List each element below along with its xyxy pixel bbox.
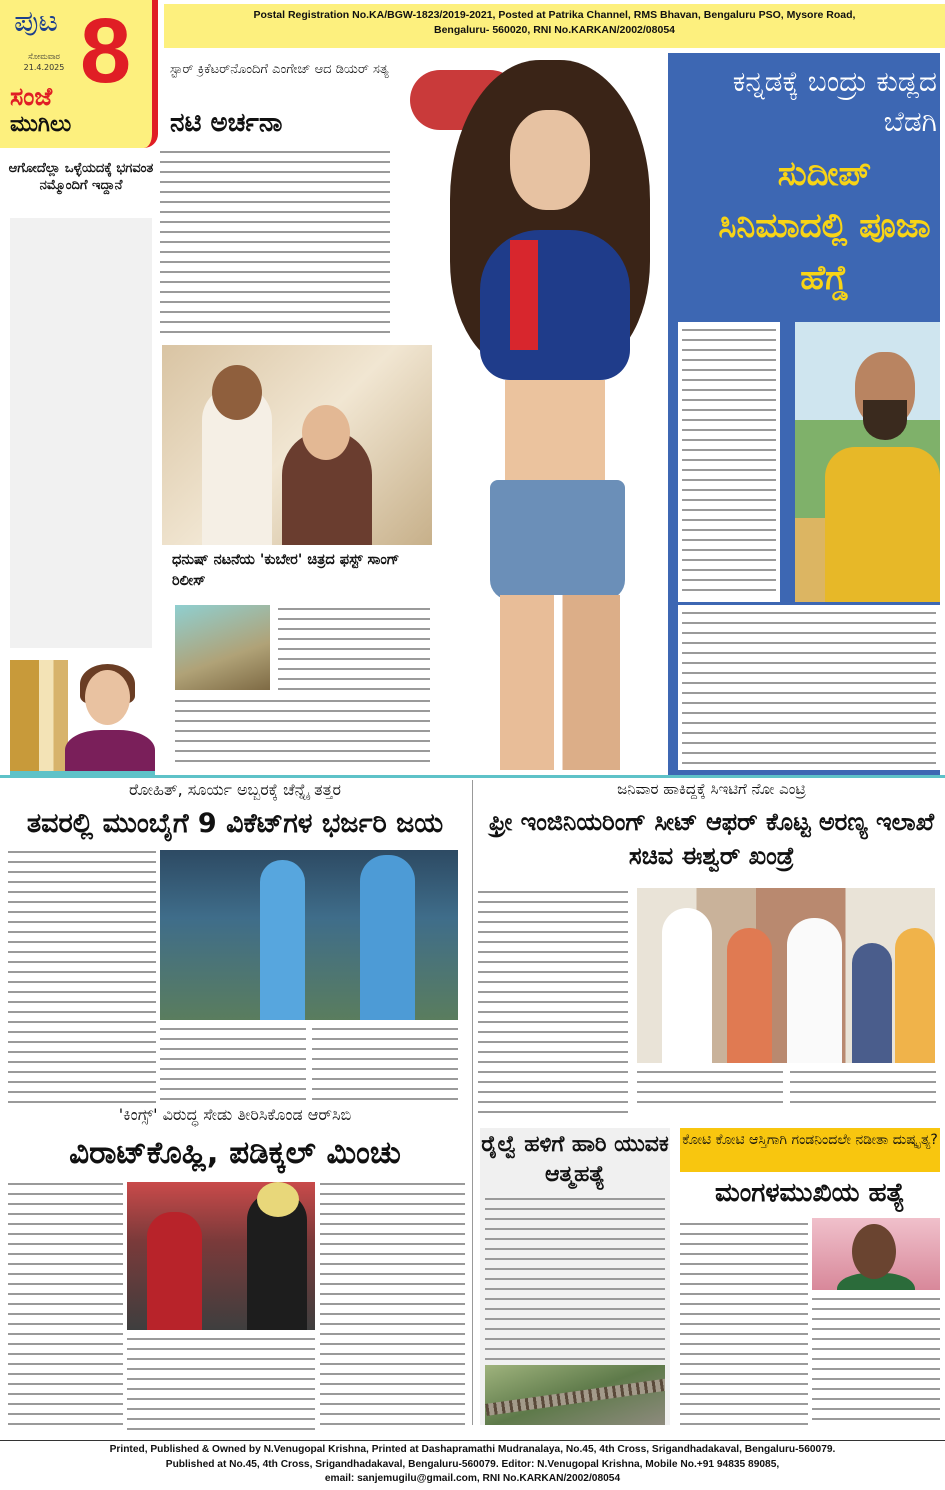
archana-body-text	[160, 148, 390, 338]
footer-divider	[0, 1440, 945, 1441]
mangalamukhi-kicker: ಕೋಟಿ ಕೋಟಿ ಆಸ್ತಿಗಾಗಿ ಗಂಡನಿಂದಲೇ ನಡೀತಾ ದುಷ್ಕೃತ್ಯ?	[682, 1132, 938, 1148]
rcb-kicker: 'ಕಿಂಗ್ಸ್' ವಿರುದ್ಧ ಸೇಡು ತೀರಿಸಿಕೊಂಡ ಆರ್‌ಸಿಬಿ	[118, 1105, 352, 1124]
mangalamukhi-body-text-2	[812, 1295, 940, 1425]
footer-line-2: Published at No.45, 4th Cross, Srigandhadakaval, Bengaluru-560079. Editor: N.Venugopal Krishna, Mobile No.+91 94835 89085,	[165, 1458, 780, 1470]
sudeep-body-text	[678, 605, 940, 770]
column-divider	[472, 780, 473, 1425]
mangalamukhi-photo	[812, 1218, 940, 1290]
sudeep-headline: ಸುದೀಪ್ ಸಿನಿಮಾದಲ್ಲಿ ಪೂಜಾ ಹೆಗ್ಡೆ	[718, 154, 931, 298]
rcb-body-text-2	[127, 1335, 315, 1430]
vaishnavi-headline: ಆಗೋದೆಲ್ಲಾ ಒಳ್ಳೆಯದಕ್ಕೆ ಭಗವಂತ ನಮ್ಮೊಂದಿಗೆ ಇದ್ದಾನೆ	[8, 161, 154, 193]
vaishnavi-photo	[10, 660, 155, 775]
dhanush-body-text-2	[175, 697, 430, 770]
page-number: 8	[80, 0, 132, 102]
postal-line-1: Postal Registration No.KA/BGW-1823/2019-2021, Posted at Patrika Channel, RMS Bhavan, Bengaluru PSO, Mysore Road,	[253, 9, 856, 21]
postal-registration	[164, 4, 945, 48]
mumbai-body-text-3	[312, 1025, 458, 1105]
engineering-body-text-2	[637, 1068, 783, 1110]
brand-name-line1: ಸಂಜೆ	[10, 82, 53, 111]
dhanush-body-text	[278, 605, 430, 695]
sudeep-photo	[795, 322, 940, 602]
page-label: ಪುಟ	[14, 4, 59, 39]
archana-couple-photo	[162, 345, 432, 545]
section-divider	[0, 775, 945, 778]
engineering-kicker: ಜನಿವಾರ ಹಾಕಿದ್ದಕ್ಕೆ ಸಿಇಟಿಗೆ ನೋ ಎಂಟ್ರಿ	[617, 780, 806, 798]
minister-photo	[637, 888, 935, 1063]
mumbai-players-photo	[160, 850, 458, 1020]
sudeep-kicker: ಕನ್ನಡಕ್ಕೆ ಬಂದ್ರು ಕುಡ್ಲದ ಬೆಡಗಿ	[732, 65, 937, 138]
mumbai-headline: ತವರಲ್ಲಿ ಮುಂಬೈಗೆ 9 ವಿಕೆಟ್‌ಗಳ ಭರ್ಜರಿ ಜಯ	[26, 808, 444, 839]
engineering-headline: ಫ್ರೀ ಇಂಜಿನಿಯರಿಂಗ್ ಸೀಟ್ ಆಫರ್ ಕೊಟ್ಟ ಅರಣ್ಯ ಇಲಾಖೆ ಸಚಿವ ಈಶ್ವರ್ ಖಂಡ್ರೆ	[488, 808, 935, 870]
railway-headline: ರೈಲ್ವೆ ಹಳಿಗೆ ಹಾರಿ ಯುವಕ ಆತ್ಮಹತ್ಯೆ	[481, 1132, 669, 1187]
engineering-body-text	[478, 888, 628, 1113]
mangalamukhi-body-text	[680, 1220, 808, 1425]
postal-line-2: Bengaluru- 560020, RNI No.KARKAN/2002/08054	[433, 24, 675, 36]
rcb-headline: ವಿರಾಟ್‌ಕೊಹ್ಲಿ, ಪಡಿಕ್ಕಲ್ ಮಿಂಚು	[69, 1135, 401, 1171]
railway-track-photo	[485, 1365, 665, 1425]
dhanush-headline: ಧನುಷ್ ನಟನೆಯ 'ಕುಬೇರ' ಚಿತ್ರದ ಫಸ್ಟ್ ಸಾಂಗ್ ರಿಲೀಸ್	[172, 552, 400, 589]
mangalamukhi-headline: ಮಂಗಳಮುಖಿಯ ಹತ್ಯೆ	[715, 1178, 905, 1208]
issue-date: 21.4.2025	[23, 63, 65, 72]
issue-day: ಸೋಮವಾರ	[28, 52, 60, 61]
mumbai-kicker: ರೋಹಿತ್, ಸೂರ್ಯ ಅಬ್ಬರಕ್ಕೆ ಚೆನ್ನೈ ತತ್ತರ	[129, 780, 341, 799]
imprint-footer	[20, 1443, 925, 1487]
railway-body-text	[485, 1195, 665, 1360]
rcb-body-text	[8, 1180, 123, 1425]
rcb-players-photo	[127, 1182, 315, 1330]
pooja-hegde-photo	[410, 50, 710, 770]
archana-headline: ನಟಿ ಅರ್ಚನಾ	[170, 108, 283, 138]
mumbai-body-text	[8, 848, 156, 1108]
archana-kicker: ಸ್ಟಾರ್ ಕ್ರಿಕೆಟರ್‌ನೊಂದಿಗೆ ಎಂಗೇಜ್ ಆದ ಡಿಯರ್ ಸತ್ಯ	[170, 62, 389, 77]
sudeep-body-column	[678, 322, 780, 602]
footer-line-3: email: sanjemugilu@gmail.com, RNI No.KARKAN/2002/08054	[324, 1473, 621, 1484]
brand-name-line2: ಮುಗಿಲು	[10, 112, 72, 137]
engineering-body-text-3	[790, 1068, 936, 1110]
vaishnavi-body-text	[10, 218, 152, 648]
mumbai-body-text-2	[160, 1025, 306, 1105]
footer-line-1: Printed, Published & Owned by N.Venugopal Krishna, Printed at Dashapramathi Mudranalaya, No.45, 4th Cross, Srigandhadakaval, Bengaluru-560079.	[109, 1444, 836, 1455]
rcb-body-text-3	[320, 1180, 465, 1430]
dhanush-photo	[175, 605, 270, 690]
